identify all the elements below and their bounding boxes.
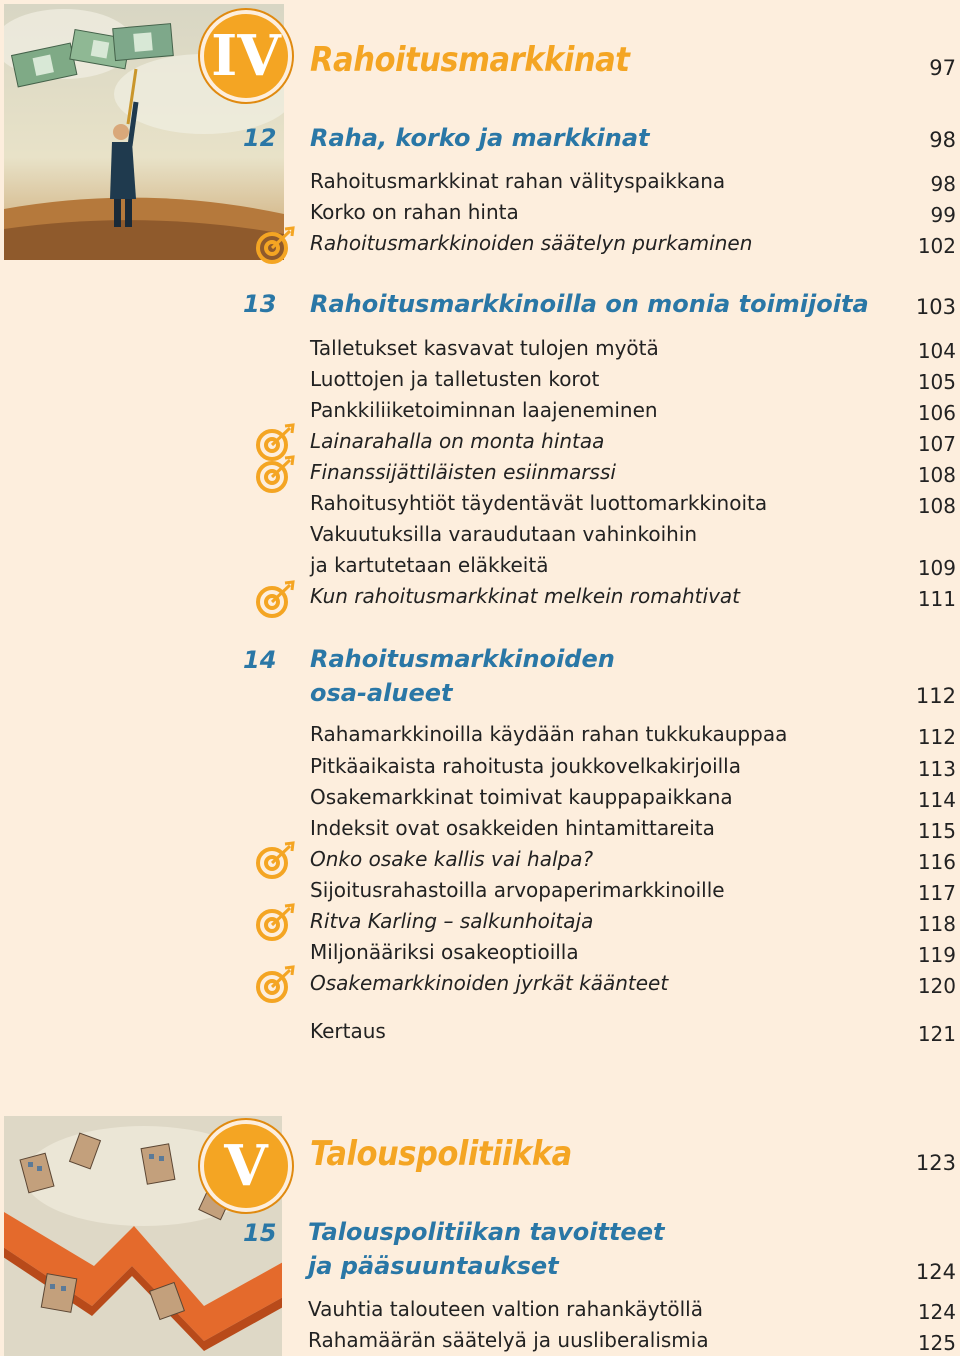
- toc-entry-page: 111: [917, 587, 956, 611]
- toc-entry[interactable]: Vakuutuksilla varaudutaan vahinkoihin: [310, 522, 698, 546]
- target-icon: [255, 226, 295, 266]
- toc-entry[interactable]: Korko on rahan hinta: [310, 200, 519, 224]
- toc-entry-page: 124: [917, 1300, 956, 1324]
- toc-entry[interactable]: Pitkäaikaista rahoitusta joukkovelkakirjoilla: [310, 754, 741, 778]
- toc-entry-continued[interactable]: ja kartutetaan eläkkeitä: [310, 553, 549, 577]
- toc-entry[interactable]: Talletukset kasvavat tulojen myötä: [310, 336, 659, 360]
- part-iv-title[interactable]: Rahoitusmarkkinat: [310, 40, 630, 80]
- chapter-15-title-line2[interactable]: ja pääsuuntaukset: [308, 1252, 559, 1280]
- toc-entry-page: 108: [917, 494, 956, 518]
- toc-entry[interactable]: Osakemarkkinoiden jyrkät käänteet: [310, 971, 669, 995]
- target-icon: [255, 903, 295, 943]
- toc-entry-page: 116: [917, 850, 956, 874]
- toc-entry-page: 106: [917, 401, 956, 425]
- toc-entry-page: 107: [917, 432, 956, 456]
- toc-entry[interactable]: Rahoitusmarkkinoiden säätelyn purkaminen: [310, 231, 753, 255]
- toc-entry[interactable]: Pankkiliiketoiminnan laajeneminen: [310, 398, 658, 422]
- chapter-13-page: 103: [915, 295, 956, 319]
- toc-entry-page: 109: [917, 556, 956, 580]
- chapter-15-number: 15: [243, 1219, 277, 1247]
- toc-entry-page: 104: [917, 339, 956, 363]
- part-iv-page: 97: [929, 56, 956, 80]
- toc-entry[interactable]: Sijoitusrahastoilla arvopaperimarkkinoille: [310, 878, 725, 902]
- toc-entry[interactable]: Rahamarkkinoilla käydään rahan tukkukauppaa: [310, 722, 788, 746]
- toc-entry[interactable]: Osakemarkkinat toimivat kauppapaikkana: [310, 785, 733, 809]
- toc-entry-page: 118: [917, 912, 956, 936]
- chapter-15-title-line1[interactable]: Talouspolitiikan tavoitteet: [308, 1218, 665, 1246]
- review-page: 121: [917, 1022, 956, 1046]
- toc-entry-page: 114: [917, 788, 956, 812]
- chapter-14-number: 14: [243, 646, 277, 674]
- review-entry[interactable]: Kertaus: [310, 1019, 386, 1043]
- toc-entry-page: 112: [917, 725, 956, 749]
- chapter-14-title-line1[interactable]: Rahoitusmarkkinoiden: [310, 645, 615, 673]
- chapter-12-title[interactable]: Raha, korko ja markkinat: [310, 124, 650, 152]
- toc-entry[interactable]: Onko osake kallis vai halpa?: [310, 847, 594, 871]
- toc-entry-page: 98: [930, 172, 956, 196]
- toc-entry-page: 125: [917, 1331, 956, 1355]
- chapter-15-page: 124: [915, 1260, 956, 1284]
- target-icon: [255, 965, 295, 1005]
- chapter-14-title-line2[interactable]: osa-alueet: [310, 679, 453, 707]
- chapter-13-number: 13: [243, 290, 277, 318]
- chapter-14-page: 112: [915, 684, 956, 708]
- target-icon: [255, 455, 295, 495]
- toc-entry[interactable]: Vauhtia talouteen valtion rahankäytöllä: [308, 1297, 703, 1321]
- toc-entry-page: 117: [917, 881, 956, 905]
- toc-entry-page: 108: [917, 463, 956, 487]
- toc-entry-page: 120: [917, 974, 956, 998]
- toc-entry[interactable]: Miljonääriksi osakeoptioilla: [310, 940, 579, 964]
- toc-entry[interactable]: Rahoitusmarkkinat rahan välityspaikkana: [310, 169, 726, 193]
- toc-entry[interactable]: Rahamäärän säätelyä ja uusliberalismia: [308, 1328, 709, 1352]
- target-icon: [255, 841, 295, 881]
- part-v-badge: V: [200, 1120, 292, 1212]
- toc-entry-page: 115: [917, 819, 956, 843]
- toc-entry-page: 119: [917, 943, 956, 967]
- target-icon: [255, 580, 295, 620]
- toc-entry[interactable]: Indeksit ovat osakkeiden hintamittareita: [310, 816, 715, 840]
- chapter-12-number: 12: [243, 124, 277, 152]
- toc-entry-page: 105: [917, 370, 956, 394]
- toc-entry[interactable]: Ritva Karling – salkunhoitaja: [310, 909, 594, 933]
- part-iv-badge: IV: [200, 10, 292, 102]
- toc-entry[interactable]: Luottojen ja talletusten korot: [310, 367, 600, 391]
- toc-entry[interactable]: Rahoitusyhtiöt täydentävät luottomarkkinoita: [310, 491, 768, 515]
- toc-entry[interactable]: Kun rahoitusmarkkinat melkein romahtivat: [310, 584, 741, 608]
- toc-entry-page: 113: [917, 757, 956, 781]
- part-v-title[interactable]: Talouspolitiikka: [310, 1134, 572, 1174]
- part-v-page: 123: [915, 1151, 956, 1175]
- chapter-12-page: 98: [929, 128, 956, 152]
- toc-entry[interactable]: Finanssijättiläisten esiinmarssi: [310, 460, 616, 484]
- toc-entry[interactable]: Lainarahalla on monta hintaa: [310, 429, 605, 453]
- chapter-13-title[interactable]: Rahoitusmarkkinoilla on monia toimijoita: [310, 290, 869, 318]
- toc-entry-page: 99: [930, 203, 956, 227]
- toc-entry-page: 102: [917, 234, 956, 258]
